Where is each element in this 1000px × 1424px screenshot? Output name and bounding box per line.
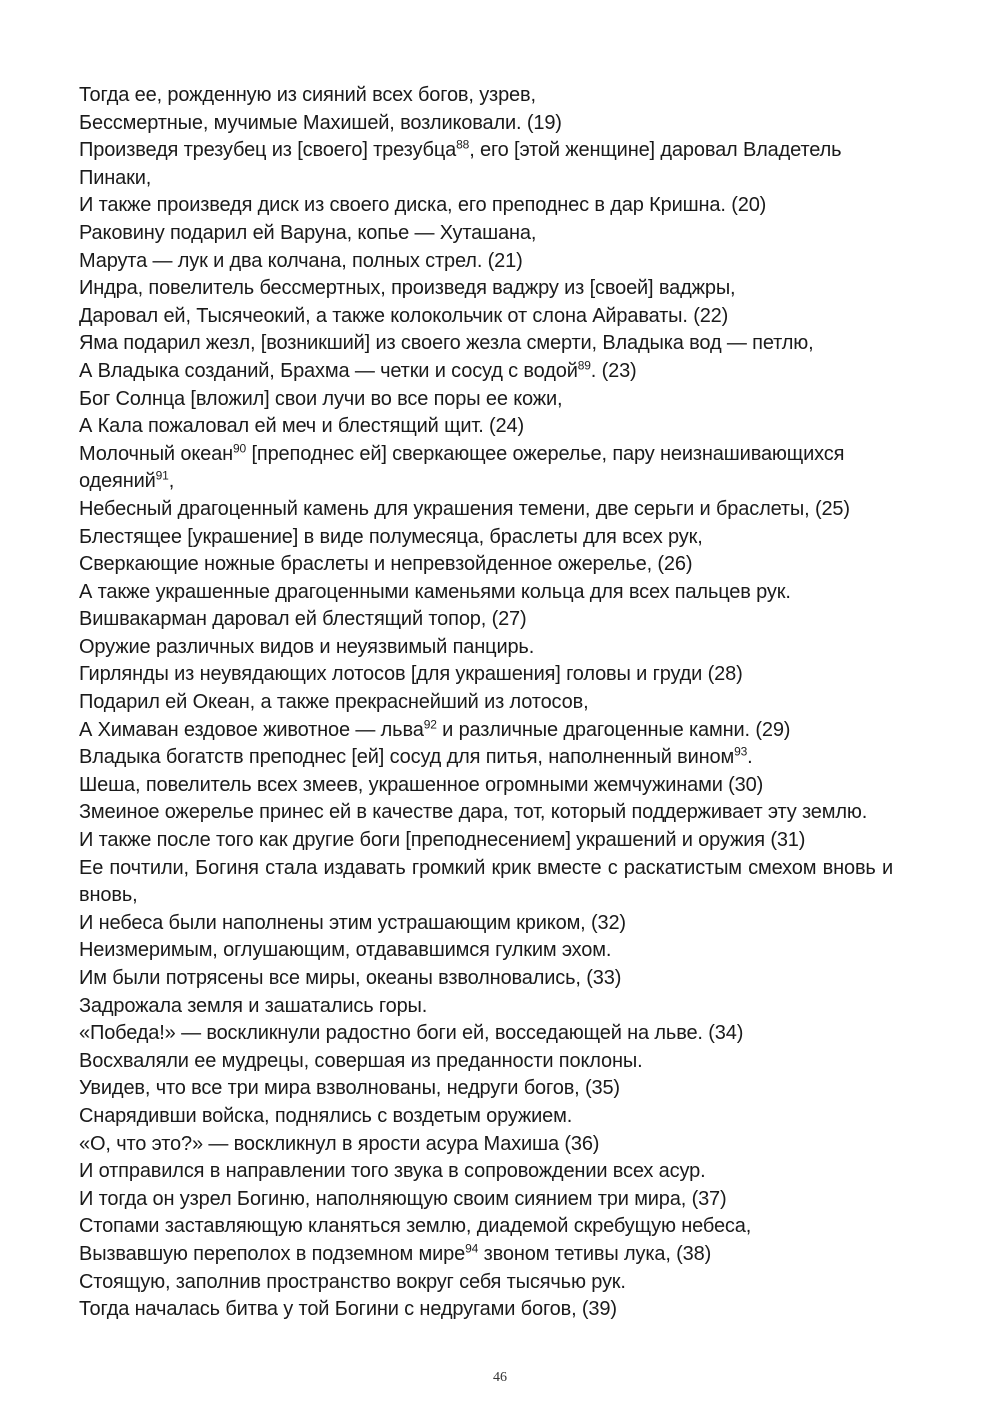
text-line: Задрожала земля и зашатались горы.	[79, 994, 428, 1017]
footnote-ref: 88	[456, 137, 470, 152]
text-line: Вызвавшую переполох в подземном мире$^{94}$ звоном тетивы лука, (38)	[79, 1241, 712, 1265]
text-line: Ее почтили, Богиня стала издавать громкий крик вместе с раскатистым смехом вновь и вновь,	[79, 856, 893, 907]
text-line: Бессмертные, мучимые Махишей, возликовали. (19)	[79, 111, 562, 134]
text-line: Молочный океан$^{90}$ [преподнес ей] сверкающее ожерелье, пару неизнашивающихся одеяний$^{91}$,	[79, 441, 845, 493]
footnote-ref: 93	[734, 744, 748, 759]
footnote-ref: 91	[155, 468, 169, 483]
main-text	[79, 82, 893, 1324]
footnote-ref: 89	[577, 358, 591, 373]
text-line: Гирлянды из неувядающих лотосов [для украшения] головы и груди (28)	[79, 663, 743, 686]
text-line: Стопами заставляющую кланяться землю, диадемой скребущую небеса,	[79, 1215, 752, 1238]
text-line: Произведя трезубец из [своего] трезубца$^{88}$, его [этой женщине] даровал Владетель Пинаки,	[79, 137, 842, 189]
text-line: А Владыка созданий, Брахма — четки и сосуд с водой$^{89}$. (23)	[79, 358, 637, 382]
text-line: Владыка богатств преподнес [ей] сосуд для питья, наполненный вином$^{93}$.	[79, 744, 753, 769]
text-line: А Химаван ездовое животное — льва$^{92}$ и различные драгоценные камни. (29)	[79, 717, 791, 741]
text-line: И отправился в направлении того звука в сопровождении всех асур.	[79, 1160, 706, 1183]
text-line: Даровал ей, Тысячеокий, а также колокольчик от слона Айраваты. (22)	[79, 304, 729, 327]
text-line: Стоящую, заполнив пространство вокруг себя тысячью рук.	[79, 1270, 626, 1293]
text-line: А Кала пожаловал ей меч и блестящий щит. (24)	[79, 415, 524, 438]
text-line: Раковину подарил ей Варуна, копье — Хуташана,	[79, 221, 537, 244]
page-number: 46	[493, 1370, 507, 1385]
text-line: Змеиное ожерелье принес ей в качестве дара, тот, который поддерживает эту землю.	[79, 801, 868, 824]
text-line: Снарядивши войска, поднялись с воздетым оружием.	[79, 1104, 573, 1127]
text-line: Небесный драгоценный камень для украшения темени, две серьги и браслеты, (25)	[79, 497, 850, 520]
footnote-ref: 94	[465, 1241, 479, 1256]
text-line: Бог Солнца [вложил] свои лучи во все поры ее кожи,	[79, 387, 563, 410]
text-line: И также произведя диск из своего диска, его преподнес в дар Кришна. (20)	[79, 194, 767, 217]
text-line: И тогда он узрел Богиню, наполняющую своим сиянием три мира, (37)	[79, 1187, 727, 1210]
text-line: Шеша, повелитель всех змеев, украшенное огромными жемчужинами (30)	[79, 773, 764, 796]
footnote-ref: 92	[423, 717, 437, 731]
text-line: Подарил ей Океан, а также прекраснейший из лотосов,	[79, 691, 589, 714]
text-line: И небеса были наполнены этим устрашающим криком, (32)	[79, 911, 626, 934]
text-line: Тогда началась битва у той Богини с недругами богов, (39)	[79, 1298, 617, 1321]
text-line: Тогда ее, рожденную из сияний всех богов, узрев,	[79, 84, 536, 106]
text-line: Оружие различных видов и неуязвимый панцирь.	[79, 635, 535, 658]
text-line: Восхваляли ее мудрецы, совершая из преданности поклоны.	[79, 1049, 643, 1072]
text-line: Сверкающие ножные браслеты и непревзойденное ожерелье, (26)	[79, 553, 693, 576]
text-line: Марута — лук и два колчана, полных стрел. (21)	[79, 249, 523, 272]
footnote-ref: 90	[233, 441, 247, 456]
text-line: А также украшенные драгоценными каменьями кольца для всех пальцев рук.	[79, 580, 791, 603]
text-line: Индра, повелитель бессмертных, произведя ваджру из [своей] ваджры,	[79, 277, 736, 300]
text-line: Блестящее [украшение] в виде полумесяца, браслеты для всех рук,	[79, 525, 703, 548]
text-line: И также после того как другие боги [преподнесением] украшений и оружия (31)	[79, 829, 806, 852]
text-line: Увидев, что все три мира взволнованы, недруги богов, (35)	[79, 1077, 620, 1100]
text-line: Им были потрясены все миры, океаны взволновались, (33)	[79, 967, 622, 989]
text-line: Неизмеримым, оглушающим, отдававшимся гулким эхом.	[79, 939, 612, 962]
text-line: Вишвакарман даровал ей блестящий топор, (27)	[79, 608, 527, 631]
text-line: «Победа!» — воскликнули радостно боги ей, восседающей на льве. (34)	[79, 1022, 744, 1045]
text-line: «О, что это?» — воскликнул в ярости асура Махиша (36)	[79, 1132, 600, 1155]
text-line: Яма подарил жезл, [возникший] из своего жезла смерти, Владыка вод — петлю,	[79, 332, 814, 355]
